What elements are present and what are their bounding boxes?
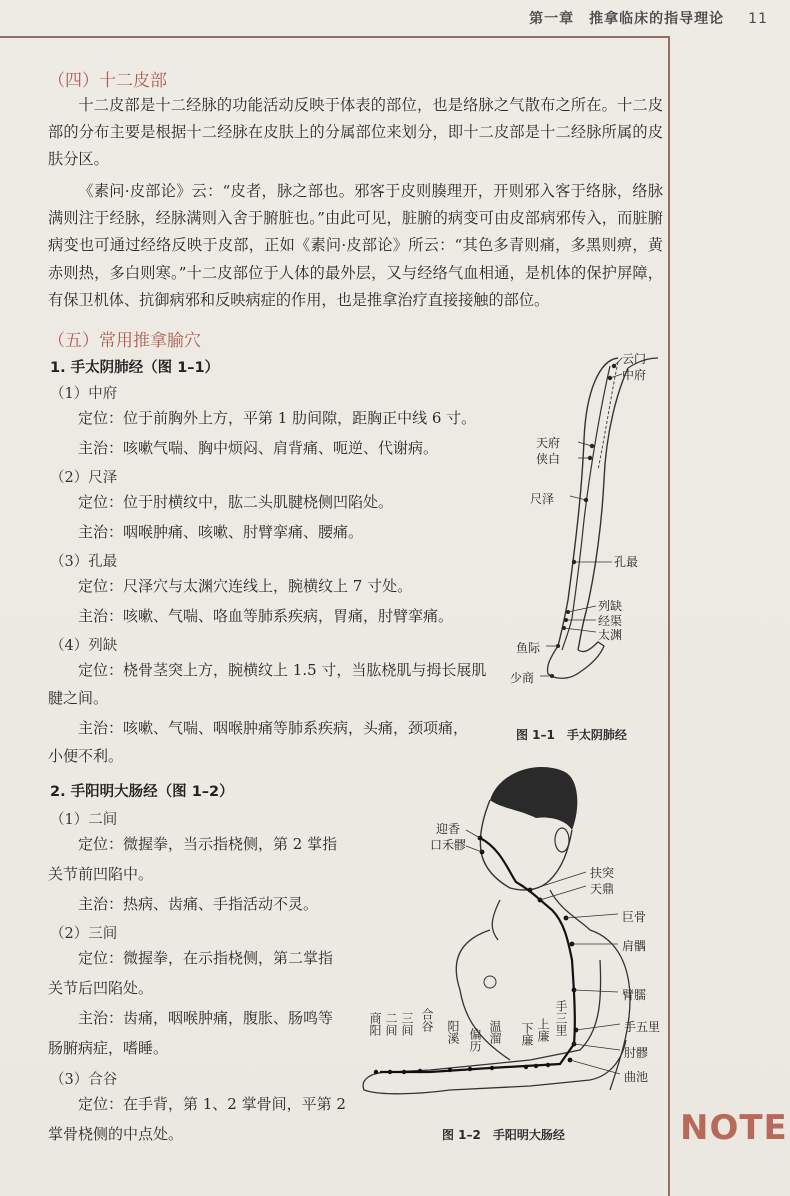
header-rule [0, 36, 670, 38]
figure-1-1-caption: 图 1–1 手太阴肺经 [516, 728, 627, 742]
figure-1-2-caption: 图 1–2 手阳明大肠经 [442, 1128, 565, 1142]
label-zhongfu: 中府 [622, 368, 647, 382]
point-name: （3）孔最 [50, 554, 118, 570]
label-yangxi: 阳溪 [446, 1020, 460, 1044]
label-quchi: 曲池 [624, 1070, 649, 1084]
label-xialian: 下廉 [520, 1022, 534, 1046]
label-sanjian: 三间 [400, 1012, 414, 1036]
label-shaoshang: 少商 [510, 671, 535, 685]
page-number: 11 [748, 11, 768, 27]
label-erjian: 二间 [384, 1012, 398, 1036]
point-indication: 主治：咳嗽气喘、胸中烦闷、肩背痛、呃逆、代谢病。 [78, 439, 439, 457]
point-indication: 主治：咽喉肿痛、咳嗽、肘臂挛痛、腰痛。 [78, 523, 364, 541]
point-location-cont: 关节前凹陷中。 [48, 865, 154, 883]
large-intestine-meridian-illustration [340, 760, 665, 1100]
label-jianyu: 肩髃 [622, 939, 647, 953]
label-chize: 尺泽 [530, 492, 555, 506]
label-jingqu: 经渠 [598, 614, 623, 628]
point-indication-cont: 肠腑病症，嗜睡。 [48, 1039, 169, 1057]
point-location-cont: 掌骨桡侧的中点处。 [48, 1125, 184, 1143]
point-name: （2）尺泽 [50, 470, 118, 486]
point-location: 定位：尺泽穴与太渊穴连线上，腕横纹上 7 寸处。 [78, 577, 413, 595]
point-name: （1）中府 [50, 386, 118, 402]
section-heading-acupoints: （五）常用推拿腧穴 [48, 331, 201, 351]
margin-rule [668, 36, 670, 1196]
section-heading-skin-zones: （四）十二皮部 [48, 71, 167, 91]
point-location-cont: 腱之间。 [48, 689, 109, 707]
point-location: 定位：位于前胸外上方，平第 1 肋间隙，距胸正中线 6 寸。 [78, 409, 477, 427]
point-location-cont: 关节后凹陷处。 [48, 979, 154, 997]
label-futu: 扶突 [590, 866, 615, 880]
running-header [529, 8, 768, 28]
point-location: 定位：桡骨茎突上方，腕横纹上 1.5 寸，当肱桡肌与拇长展肌 [78, 661, 487, 679]
point-name: （4）列缺 [50, 638, 118, 654]
lung-meridian-heading: 1. 手太阴肺经（图 1–1） [50, 360, 220, 376]
label-hegu: 合谷 [420, 1008, 434, 1032]
label-pianli: 偏历 [468, 1028, 482, 1052]
label-yunmen: 云门 [622, 352, 647, 366]
point-indication: 主治：齿痛，咽喉肿痛，腹胀、肠鸣等 [78, 1009, 334, 1027]
label-kouheliao: 口禾髎 [430, 838, 467, 852]
label-lieque: 列缺 [598, 599, 623, 613]
large-intestine-meridian-heading: 2. 手阳明大肠经（图 1–2） [50, 784, 234, 800]
label-shangyang: 商阳 [368, 1012, 382, 1036]
label-taiyuan: 太渊 [598, 628, 623, 642]
point-name: （2）三间 [50, 926, 118, 942]
label-kongzui: 孔最 [614, 555, 639, 569]
point-indication-cont: 小便不利。 [48, 747, 124, 765]
label-shousanli: 手三里 [554, 1000, 568, 1036]
label-tianfu: 天府 [536, 436, 561, 450]
point-location: 定位：微握拳，当示指桡侧，第 2 掌指 [78, 835, 338, 853]
label-wenliu: 温溜 [488, 1020, 502, 1044]
label-yingxiang: 迎香 [436, 822, 461, 836]
note-badge: NOTE [680, 1108, 788, 1148]
label-jugu: 巨骨 [622, 910, 647, 924]
point-location: 定位：在手背，第 1、2 掌骨间，平第 2 [78, 1095, 346, 1113]
point-indication: 主治：热病、齿痛、手指活动不灵。 [78, 895, 319, 913]
point-location: 定位：位于肘横纹中，肱二头肌腱桡侧凹陷处。 [78, 493, 394, 511]
label-tianding: 天鼎 [590, 882, 615, 896]
chapter-title: 第一章 推拿临床的指导理论 [529, 11, 725, 27]
label-yuji: 鱼际 [516, 641, 541, 655]
point-indication: 主治：咳嗽、气喘、咯血等肺系疾病，胃痛，肘臂挛痛。 [78, 607, 454, 625]
point-location: 定位：微握拳，在示指桡侧，第二掌指 [78, 949, 334, 967]
paragraph-skin-zones-1: 十二皮部是十二经脉的功能活动反映于体表的部位，也是络脉之气散布之所在。十二皮部的分布主要是根据十二经脉在皮肤上的分属部位来划分，即十二皮部是十二经脉所属的皮肤分区。 [48, 96, 663, 169]
label-binao: 臂臑 [622, 988, 647, 1002]
label-shanglian: 上廉 [536, 1018, 550, 1042]
point-name: （3）合谷 [50, 1072, 118, 1088]
label-zhouliao: 肘髎 [624, 1046, 649, 1060]
label-xiabai: 侠白 [536, 452, 561, 466]
point-indication: 主治：咳嗽、气喘、咽喉肿痛等肺系疾病，头痛，颈项痛， [78, 719, 469, 737]
label-shouwuli: 手五里 [624, 1020, 661, 1034]
point-name: （1）二间 [50, 812, 118, 828]
paragraph-skin-zones-2: 《素问·皮部论》云：“皮者，脉之部也。邪客于皮则腠理开，开则邪入客于络脉，络脉满则注于经脉，经脉满则入舍于腑脏也。”由此可见，脏腑的病变可由皮部病邪传入，而脏腑病变也可通过经络反映于皮部，正如《素问·皮部论》所云：“其色多青则痛，多黑则痹，黄赤则热，多白则寒。”十二皮部位于人体的最外层，又与经络气血相通，是机体的保护屏障，有保卫机体、抗御病邪和反映病症的作用，也是推拿治疗直接接触的部位。 [48, 182, 663, 309]
